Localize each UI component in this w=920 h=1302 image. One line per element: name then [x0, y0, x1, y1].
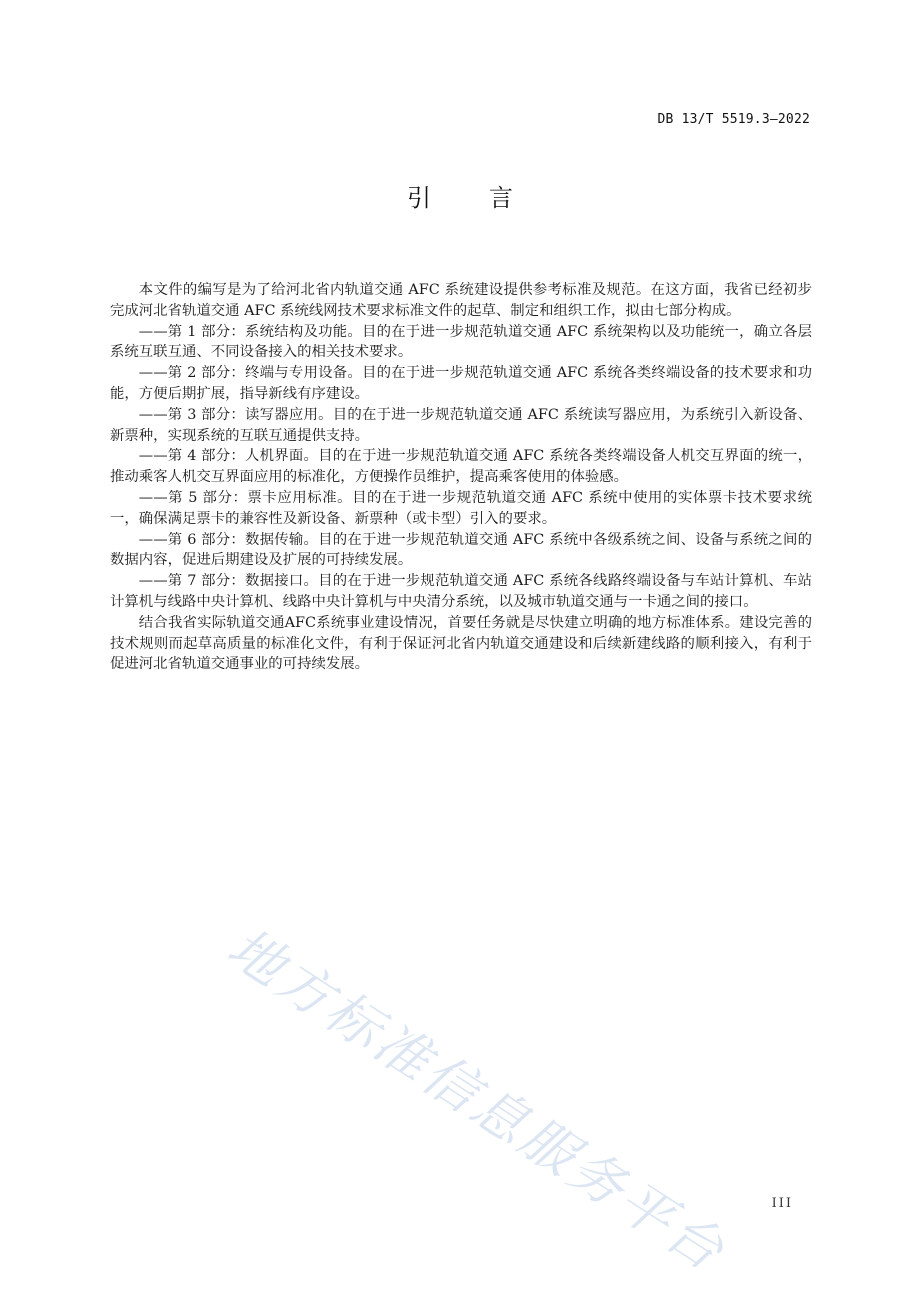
watermark: 地方标准信息服务平台 — [216, 915, 738, 1285]
intro-paragraph: 本文件的编写是为了给河北省内轨道交通 AFC 系统建设提供参考标准及规范。在这方面，我省已经初步完成河北省轨道交通 AFC 系统线网技术要求标准文件的起草、制定和组织工作，拟由七部分构成。 — [110, 282, 812, 319]
page-number: III — [771, 1196, 793, 1211]
part-1-paragraph: ——第 1 部分：系统结构及功能。目的在于进一步规范轨道交通 AFC 系统架构以及功能统一，确立各层系统互联互通、不同设备接入的相关技术要求。 — [110, 323, 812, 361]
part-5-paragraph: ——第 5 部分：票卡应用标准。目的在于进一步规范轨道交通 AFC 系统中使用的实体票卡技术要求统一，确保满足票卡的兼容性及新设备、新票种（或卡型）引入的要求。 — [110, 489, 812, 527]
document-code: DB 13/T 5519.3—2022 — [657, 112, 810, 127]
conclusion-paragraph: 结合我省实际轨道交通AFC系统事业建设情况，首要任务就是尽快建立明确的地方标准体系。建设完善的技术规则而起草高质量的标准化文件，有利于保证河北省内轨道交通建设和后续新建线路的顺利接入，有利于促进河北省轨道交通事业的可持续发展。 — [110, 614, 812, 673]
part-2-paragraph: ——第 2 部分：终端与专用设备。目的在于进一步规范轨道交通 AFC 系统各类终端设备的技术要求和功能，方便后期扩展，指导新线有序建设。 — [110, 365, 812, 402]
part-4-paragraph: ——第 4 部分：人机界面。目的在于进一步规范轨道交通 AFC 系统各类终端设备人机交互界面的统一，推动乘客人机交互界面应用的标准化，方便操作员维护，提高乘客使用的体验感。 — [110, 448, 812, 486]
part-7-paragraph: ——第 7 部分：数据接口。目的在于进一步规范轨道交通 AFC 系统各线路终端设备与车站计算机、车站计算机与线路中央计算机、线路中央计算机与中央清分系统，以及城市轨道交通与一卡通之间的接口。 — [110, 573, 812, 610]
part-6-paragraph: ——第 6 部分：数据传输。目的在于进一步规范轨道交通 AFC 系统中各级系统之间、设备与系统之间的数据内容，促进后期建设及扩展的可持续发展。 — [110, 531, 812, 569]
part-3-paragraph: ——第 3 部分：读写器应用。目的在于进一步规范轨道交通 AFC 系统读写器应用，为系统引入新设备、新票种，实现系统的互联互通提供支持。 — [110, 406, 812, 444]
page-title: 引言 — [407, 184, 571, 212]
body-text — [110, 280, 812, 675]
